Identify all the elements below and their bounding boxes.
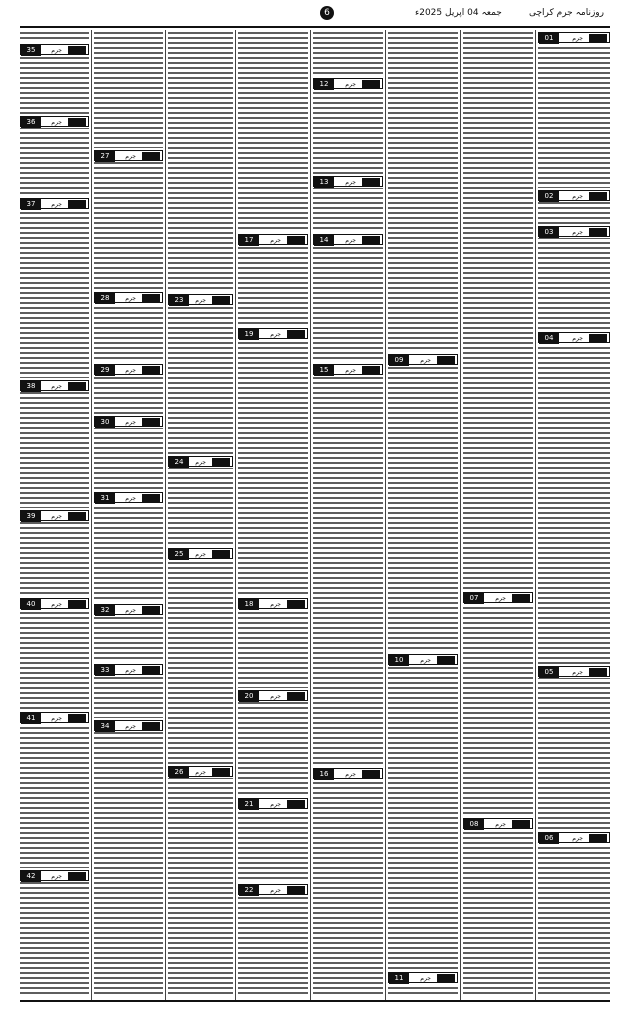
ad-header-box [168,456,233,467]
ad-header-box [313,78,383,89]
classified-ad-header [313,362,383,376]
ad-header-box [538,832,610,843]
newspaper-logo-icon [142,366,160,374]
ad-number: 11 [389,973,409,984]
ad-number: 38 [21,381,41,392]
newspaper-logo-icon [212,768,230,776]
ad-number: 36 [21,117,41,128]
classified-ad-header [313,232,383,246]
ad-number: 09 [389,355,409,366]
ad-header-box [463,818,533,829]
classified-ad-header [168,546,233,560]
ad-label: جرم [270,331,281,338]
ad-header-box [94,364,163,375]
classified-column-6 [168,30,233,995]
ad-label: جرم [195,297,206,304]
column-rule [310,30,311,1000]
masthead-date: جمعہ 04 اپریل 2025ء [415,8,502,18]
column-rule [91,30,92,1000]
ad-number: 40 [21,599,41,610]
ad-label: جرم [345,367,356,374]
newspaper-logo-icon [142,152,160,160]
ad-header-box [20,598,89,609]
ad-number: 22 [239,885,259,896]
ad-header-box [538,332,610,343]
column-text-lines [168,30,233,995]
ad-label: جرم [125,495,136,502]
ad-number: 28 [95,293,115,304]
ad-header-box [313,176,383,187]
ad-number: 12 [314,79,334,90]
classified-ad-header [20,378,89,392]
column-rule [385,30,386,1000]
ad-header-box [313,364,383,375]
ad-label: جرم [345,237,356,244]
ad-header-box [20,198,89,209]
column-text-lines [463,30,533,995]
ad-header-box [238,690,308,701]
ad-header-box [238,798,308,809]
ad-label: جرم [345,771,356,778]
classified-column-7 [94,30,163,995]
ad-number: 34 [95,721,115,732]
ad-number: 05 [539,667,559,678]
ad-header-box [538,190,610,201]
classified-ad-header [168,292,233,306]
classified-column-8 [20,30,89,995]
ad-label: جرم [51,119,62,126]
ad-header-box [168,294,233,305]
classified-ad-header [238,688,308,702]
column-rule [165,30,166,1000]
ad-number: 18 [239,599,259,610]
ad-label: جرم [572,193,583,200]
classified-ad-header [238,596,308,610]
newspaper-logo-icon [362,366,380,374]
ad-label: جرم [51,873,62,880]
ad-label: جرم [51,601,62,608]
newspaper-logo-icon [68,512,86,520]
ad-number: 42 [21,871,41,882]
page-number: 6 [320,6,334,20]
newspaper-logo-icon [362,236,380,244]
ad-header-box [388,972,458,983]
ad-number: 06 [539,833,559,844]
ad-label: جرم [125,607,136,614]
masthead-title: روزنامہ جرم کراچی [528,8,604,18]
ad-number: 32 [95,605,115,616]
ad-header-box [94,150,163,161]
newspaper-logo-icon [437,656,455,664]
newspaper-logo-icon [142,666,160,674]
ad-label: جرم [270,801,281,808]
ad-label: جرم [572,335,583,342]
ad-label: جرم [270,693,281,700]
newspaper-logo-icon [362,80,380,88]
ad-header-box [238,328,308,339]
ad-number: 13 [314,177,334,188]
newspaper-logo-icon [512,594,530,602]
ad-header-box [463,592,533,603]
classified-ad-header [313,174,383,188]
classified-ad-header [94,290,163,304]
ad-label: جرم [420,657,431,664]
newspaper-logo-icon [589,668,607,676]
ad-header-box [94,492,163,503]
ad-number: 25 [169,549,189,560]
newspaper-logo-icon [68,600,86,608]
column-rule [460,30,461,1000]
ad-header-box [94,604,163,615]
newspaper-logo-icon [287,330,305,338]
newspaper-logo-icon [589,228,607,236]
ad-header-box [168,548,233,559]
ad-header-box [94,416,163,427]
classified-ad-header [313,766,383,780]
ad-header-box [388,354,458,365]
classified-ad-header [94,490,163,504]
column-text-lines [94,30,163,995]
ad-number: 23 [169,295,189,306]
newspaper-logo-icon [142,418,160,426]
ad-label: جرم [51,201,62,208]
classified-ad-header [20,596,89,610]
ad-header-box [388,654,458,665]
ad-number: 24 [169,457,189,468]
ad-number: 20 [239,691,259,702]
newspaper-logo-icon [362,178,380,186]
classified-ad-header [20,710,89,724]
classified-ad-header [20,114,89,128]
classified-column-3 [388,30,458,995]
ad-label: جرم [270,601,281,608]
classified-ad-header [168,764,233,778]
column-rule [235,30,236,1000]
newspaper-logo-icon [437,974,455,982]
newspaper-logo-icon [68,872,86,880]
ad-label: جرم [51,513,62,520]
ad-number: 35 [21,45,41,56]
ad-label: جرم [270,887,281,894]
ad-number: 15 [314,365,334,376]
ad-label: جرم [125,367,136,374]
ad-header-box [313,768,383,779]
ad-number: 16 [314,769,334,780]
ad-label: جرم [572,35,583,42]
footer-rule [20,1000,610,1002]
ad-number: 29 [95,365,115,376]
ad-label: جرم [495,595,506,602]
ad-header-box [538,226,610,237]
newspaper-logo-icon [287,236,305,244]
ad-header-box [20,712,89,723]
newspaper-logo-icon [589,334,607,342]
ad-label: جرم [51,715,62,722]
ad-label: جرم [345,179,356,186]
ad-label: جرم [125,723,136,730]
classified-ad-header [313,76,383,90]
classified-ad-header [238,326,308,340]
ad-label: جرم [495,821,506,828]
ad-number: 37 [21,199,41,210]
ad-label: جرم [345,81,356,88]
ad-header-box [238,884,308,895]
newspaper-logo-icon [362,770,380,778]
ad-header-box [20,870,89,881]
newspaper-logo-icon [589,834,607,842]
ad-number: 19 [239,329,259,340]
classified-ad-header [538,664,610,678]
classified-ad-header [94,602,163,616]
newspaper-logo-icon [589,34,607,42]
newspaper-logo-icon [287,692,305,700]
ad-header-box [94,664,163,675]
classified-ad-header [388,652,458,666]
ad-label: جرم [195,551,206,558]
ad-number: 30 [95,417,115,428]
ad-number: 02 [539,191,559,202]
newspaper-logo-icon [287,800,305,808]
ad-number: 10 [389,655,409,666]
newspaper-logo-icon [142,294,160,302]
classified-ad-header [20,508,89,522]
ad-label: جرم [572,835,583,842]
ad-number: 01 [539,33,559,44]
ad-label: جرم [420,357,431,364]
classified-column-1 [538,30,610,995]
ad-header-box [94,292,163,303]
newspaper-logo-icon [68,382,86,390]
classified-ad-header [238,796,308,810]
classified-ad-header [538,830,610,844]
newspaper-logo-icon [68,714,86,722]
classified-ad-header [463,816,533,830]
ad-header-box [313,234,383,245]
classified-ad-header [94,362,163,376]
masthead [20,4,610,28]
classified-column-4 [313,30,383,995]
ad-header-box [20,116,89,127]
classified-ad-header [94,414,163,428]
classified-ad-header [168,454,233,468]
classified-ad-header [388,970,458,984]
classified-ad-header [538,224,610,238]
ad-label: جرم [572,229,583,236]
newspaper-logo-icon [212,458,230,466]
column-text-lines [538,30,610,995]
ad-number: 21 [239,799,259,810]
newspaper-logo-icon [142,722,160,730]
ad-header-box [538,666,610,677]
classified-ad-header [94,718,163,732]
classified-ad-header [20,42,89,56]
ad-label: جرم [125,153,136,160]
ad-label: جرم [125,419,136,426]
classified-ad-header [538,30,610,44]
column-text-lines [388,30,458,995]
classified-ad-header [238,232,308,246]
ad-number: 14 [314,235,334,246]
ad-label: جرم [195,459,206,466]
ad-label: جرم [420,975,431,982]
newspaper-logo-icon [212,296,230,304]
newspaper-logo-icon [68,46,86,54]
classified-ad-header [20,196,89,210]
column-rule [535,30,536,1000]
newspaper-logo-icon [287,886,305,894]
ad-header-box [238,234,308,245]
newspaper-logo-icon [212,550,230,558]
ad-header-box [94,720,163,731]
newspaper-logo-icon [142,494,160,502]
ad-number: 04 [539,333,559,344]
column-text-lines [238,30,308,995]
classified-ad-header [388,352,458,366]
newspaper-logo-icon [437,356,455,364]
newspaper-logo-icon [68,200,86,208]
ad-header-box [20,44,89,55]
newspaper-logo-icon [589,192,607,200]
ad-number: 27 [95,151,115,162]
ad-label: جرم [125,667,136,674]
classified-column-5 [238,30,308,995]
ad-header-box [20,380,89,391]
newspaper-logo-icon [512,820,530,828]
ad-number: 07 [464,593,484,604]
newspaper-logo-icon [287,600,305,608]
classified-ad-header [238,882,308,896]
ad-number: 03 [539,227,559,238]
ad-label: جرم [51,47,62,54]
newspaper-logo-icon [142,606,160,614]
ad-header-box [538,32,610,43]
ad-number: 17 [239,235,259,246]
ad-number: 41 [21,713,41,724]
newspaper-logo-icon [68,118,86,126]
ad-label: جرم [195,769,206,776]
classified-ad-header [463,590,533,604]
classified-ad-header [538,330,610,344]
ad-label: جرم [125,295,136,302]
ad-number: 39 [21,511,41,522]
ad-number: 26 [169,767,189,778]
ad-label: جرم [270,237,281,244]
classified-ad-header [538,188,610,202]
ad-number: 08 [464,819,484,830]
ad-header-box [20,510,89,521]
ad-number: 33 [95,665,115,676]
ad-label: جرم [572,669,583,676]
classified-ad-header [20,868,89,882]
ad-number: 31 [95,493,115,504]
classified-column-2 [463,30,533,995]
ad-label: جرم [51,383,62,390]
ad-header-box [168,766,233,777]
ad-header-box [238,598,308,609]
classified-ad-header [94,148,163,162]
classified-ad-header [94,662,163,676]
